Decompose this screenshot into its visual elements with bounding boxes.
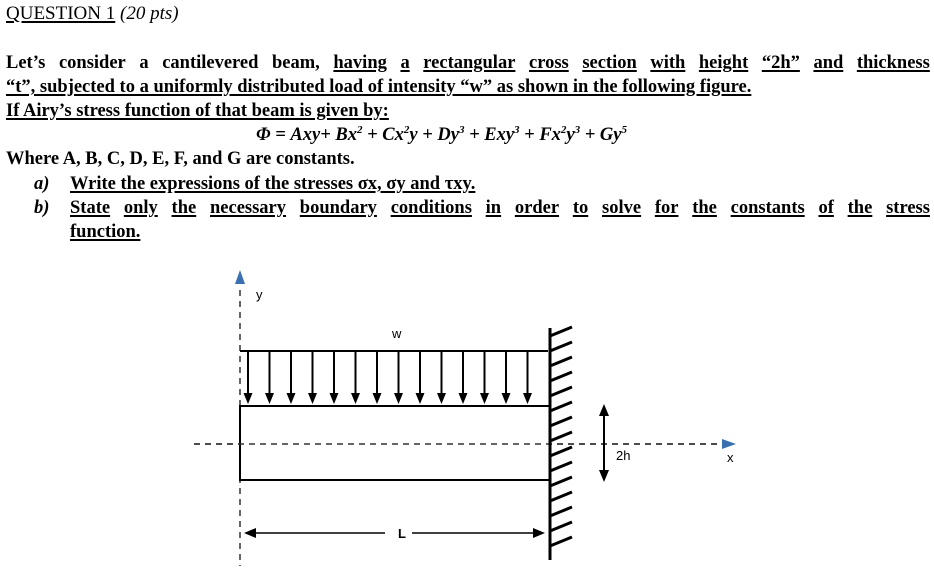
line1-word: consider [58, 53, 126, 73]
load-arrow-head [416, 393, 425, 404]
item-b-word: necessary [209, 198, 287, 218]
wall-hatching [550, 327, 572, 546]
hatch-line [550, 507, 572, 516]
hatch-line [550, 447, 572, 456]
item-b-word: the [171, 198, 197, 218]
constants-line: Where A, B, C, D, E, F, and G are constants. [6, 149, 355, 169]
item-b-word: solve [602, 198, 642, 218]
item-b-word: to [572, 198, 589, 218]
hatch-line [550, 537, 572, 546]
hatch-line [550, 417, 572, 426]
line1-word: thickness [856, 53, 930, 73]
item-b-word: of [818, 198, 834, 218]
load-arrow-head [459, 393, 468, 404]
item-a-text: Write the expressions of the stresses σx, σy and τxy. [70, 174, 476, 194]
load-arrow-head [373, 393, 382, 404]
item-b-word: for [654, 198, 679, 218]
hatch-line [550, 477, 572, 486]
line1-word: and [813, 53, 844, 73]
length-arrow-left [244, 528, 256, 538]
load-label: w [392, 326, 402, 341]
hatch-line [550, 357, 572, 366]
eq-phi: Φ [256, 125, 271, 145]
line1-word: rectangular [423, 53, 516, 73]
load-arrow-head [265, 393, 274, 404]
line1-word: section [582, 53, 637, 73]
load-arrow-head [308, 393, 317, 404]
item-b-word: order [514, 198, 560, 218]
y-axis-arrow [235, 270, 245, 284]
hatch-line [550, 327, 572, 336]
height-arrow-bottom [599, 470, 609, 482]
hatch-line [550, 372, 572, 381]
hatch-line [550, 342, 572, 351]
question-points: (20 pts) [120, 3, 179, 24]
line1-word: a [400, 53, 410, 73]
problem-line-3: If Airy’s stress function of that beam is given by: [6, 101, 389, 121]
line1-word: height [698, 53, 749, 73]
item-b-word: stress [886, 198, 930, 218]
item-b-word: only [123, 198, 158, 218]
length-label: L [398, 526, 406, 541]
load-arrow-head [394, 393, 403, 404]
load-arrows [244, 351, 533, 404]
line1-word: a [139, 53, 149, 73]
line1-word: cross [528, 53, 569, 73]
hatch-line [550, 387, 572, 396]
airy-stress-function: $\Phi = Axy+ Bx^2 + Cx^2y + Dy^3 + Exy^3 + Fx^2y^3 + Gy^5$ [256, 124, 628, 145]
item-b-word: State [70, 198, 111, 218]
load-arrow-head [502, 393, 511, 404]
question-label: QUESTION 1 [6, 3, 116, 24]
hatch-line [550, 432, 572, 441]
load-arrow-head [523, 393, 532, 404]
load-arrow-head [480, 393, 489, 404]
line1-word: “2h” [761, 53, 800, 73]
problem-line-2: “t”, subjected to a uniformly distributed load of intensity “w” as shown in the following figure. [6, 77, 752, 97]
load-arrow-head [351, 393, 360, 404]
line1-word: Let’s [6, 53, 46, 73]
load-arrow-head [244, 393, 253, 404]
line1-word: with [650, 53, 686, 73]
item-a-label: a) [34, 174, 50, 194]
hatch-line [550, 402, 572, 411]
item-b-word: the [692, 198, 717, 218]
item-b-word: constants [730, 198, 805, 218]
item-b-word: in [485, 198, 502, 218]
item-b-word: conditions [390, 198, 472, 218]
height-label: 2h [616, 448, 631, 463]
item-b-word: the [847, 198, 873, 218]
length-arrow-right [533, 528, 545, 538]
beam [240, 406, 550, 480]
load-arrow-head [287, 393, 296, 404]
hatch-line [550, 492, 572, 501]
x-axis-arrow [722, 439, 736, 449]
item-b-continuation: function. [70, 222, 141, 242]
line1-word: beam, [272, 53, 320, 73]
line1-word: cantilevered [162, 53, 259, 73]
y-axis-label: y [256, 287, 263, 302]
x-axis-label: x [727, 450, 734, 465]
item-b-label: b) [34, 198, 50, 218]
hatch-line [550, 522, 572, 531]
load-arrow-head [330, 393, 339, 404]
item-b-word: boundary [299, 198, 377, 218]
hatch-line [550, 462, 572, 471]
height-arrow-top [599, 404, 609, 416]
line1-word: having [333, 53, 387, 73]
load-arrow-head [437, 393, 446, 404]
